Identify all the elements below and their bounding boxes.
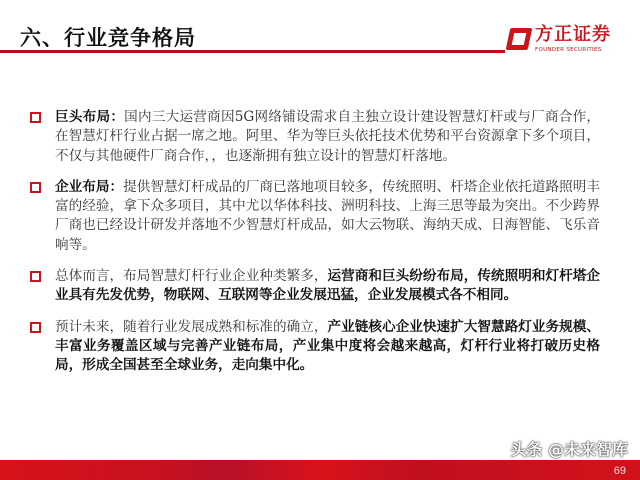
bullet-bold-text: 产业链核心企业快速扩大智慧路灯业务规模、丰富业务覆盖区域与完善产业链布局，产业集中度将会越来越高，灯杆行业将打破历史格局，形成全国甚至全球业务，走向集中化。: [55, 318, 600, 374]
bullet-item: [30, 267, 600, 306]
founder-securities-logo: [508, 24, 611, 54]
bullet-item: [30, 318, 600, 376]
page-number: 69: [613, 465, 626, 477]
bullet-list: [30, 108, 600, 388]
bullet-label: 巨头布局：: [55, 109, 125, 125]
bullet-bold-text: 运营商和巨头纷纷布局，传统照明和灯杆塔企业具有先发优势，物联网、互联网等企业发展迅猛，企业发展模式各不相同。: [55, 268, 600, 304]
bullet-label: 企业布局：: [55, 178, 124, 195]
logo-text: [535, 24, 611, 54]
logo-mark-icon: [506, 28, 533, 50]
bullet-text: 国内三大运营商因5G网络铺设需求自主独立设计建设智慧灯杆或与厂商合作，在智慧灯杆行业占据一席之地。阿里、华为等巨头依托技术优势和平台资源拿下多个项目，不仅与其他硬件厂商合作，，也逐渐拥有独立设计的智慧灯杆落地。: [55, 109, 601, 164]
bullet-text: 预计未来，随着行业发展成熟和标准的确立，: [55, 318, 328, 335]
square-bullet-icon: [30, 112, 41, 123]
bullet-paragraph: [55, 178, 600, 255]
page-title: 六、行业竞争格局: [20, 26, 196, 50]
bullet-item: [30, 178, 600, 255]
title-underline: [0, 50, 505, 53]
bullet-text: 提供智慧灯杆成品的厂商已落地项目较多，传统照明、杆塔企业依托道路照明丰富的经验，拿下众多项目，其中尤以华体科技、洲明科技、上海三思等最为突出。不少跨界厂商也已经设计研发并落地不少智慧灯杆成品，如大云物联、海纳天成、日海智能、飞乐音响等。: [55, 178, 601, 253]
bullet-text: 总体而言，布局智慧灯杆行业企业种类繁多，: [55, 268, 328, 285]
bullet-paragraph: [55, 267, 600, 306]
bullet-item: [30, 108, 600, 166]
bullet-paragraph: [55, 108, 600, 166]
square-bullet-icon: [30, 271, 41, 282]
square-bullet-icon: [30, 182, 41, 193]
square-bullet-icon: [30, 322, 41, 333]
watermark: 头条 @未来智库: [510, 440, 628, 459]
footer-bar: [0, 460, 640, 480]
logo-cn-text: 方正证券: [535, 24, 611, 45]
bullet-paragraph: [55, 318, 600, 376]
logo-en-text: FOUNDER SECURITIES: [535, 47, 602, 53]
